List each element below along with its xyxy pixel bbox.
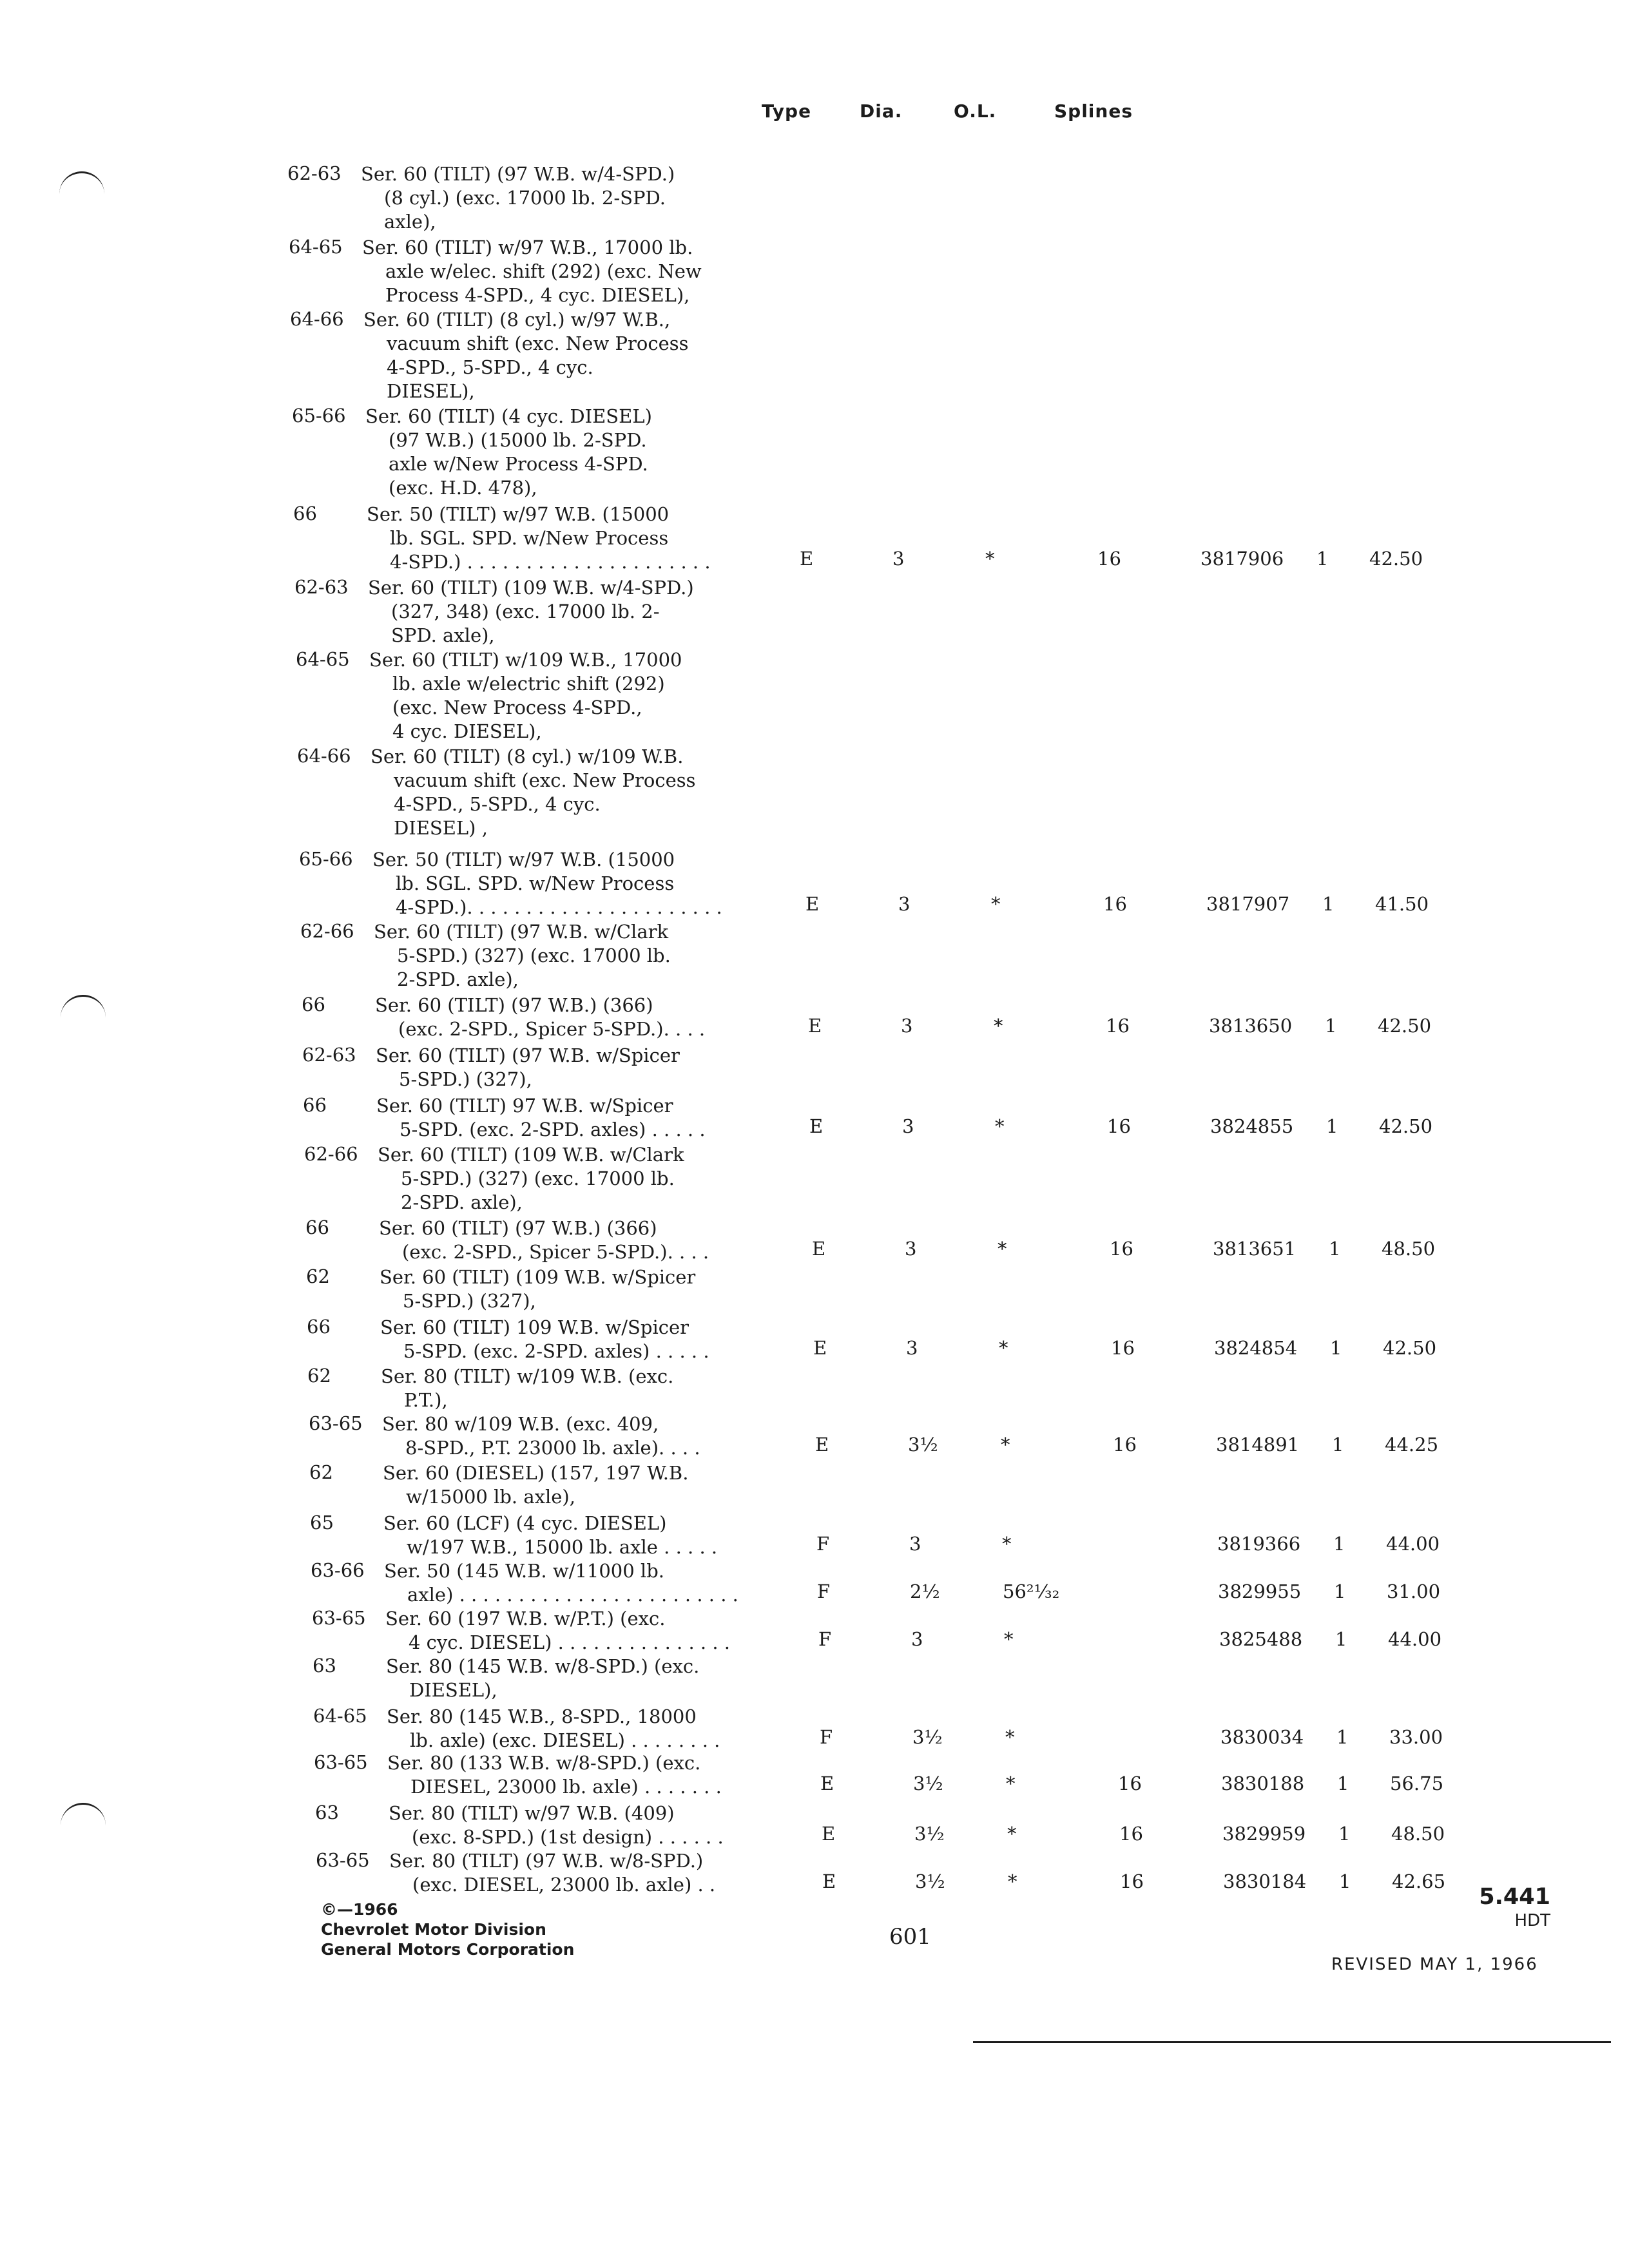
cell-dia: 3 bbox=[898, 893, 911, 915]
description-line: Ser. 60 (TILT) (97 W.B. w/Clark bbox=[374, 921, 669, 943]
cell-ol: * bbox=[1007, 1823, 1017, 1845]
description-line: (exc. 2-SPD., Spicer 5-SPD.). . . . bbox=[398, 1018, 706, 1040]
cell-qty: 1 bbox=[1332, 1434, 1344, 1456]
cell-part: 3813650 bbox=[1209, 1015, 1293, 1037]
description-line: Ser. 60 (TILT) 97 W.B. w/Spicer bbox=[376, 1095, 673, 1117]
entry-description bbox=[387, 1751, 722, 1799]
cell-qty: 1 bbox=[1338, 1823, 1351, 1845]
cell-splines: 16 bbox=[1106, 1015, 1130, 1037]
entry-year: 64-65 bbox=[296, 648, 350, 670]
cell-part: 3829959 bbox=[1222, 1823, 1306, 1845]
cell-type: E bbox=[809, 1115, 824, 1137]
description-line: 4-SPD., 5-SPD., 4 cyc. bbox=[387, 356, 593, 378]
entry-year: 62 bbox=[309, 1461, 333, 1483]
description-line: Ser. 60 (TILT) (97 W.B.) (366) bbox=[375, 994, 653, 1016]
entry-description bbox=[380, 1265, 695, 1313]
description-line: 5-SPD. (exc. 2-SPD. axles) . . . . . bbox=[403, 1340, 709, 1362]
footer-rule bbox=[973, 2041, 1611, 2043]
description-line: Ser. 60 (TILT) (8 cyl.) w/97 W.B., bbox=[363, 309, 671, 331]
cell-dia: 3 bbox=[911, 1628, 923, 1650]
cell-qty: 1 bbox=[1335, 1628, 1347, 1650]
description-line: 2-SPD. axle), bbox=[401, 1191, 523, 1213]
description-line: Ser. 80 (145 W.B. w/8-SPD.) (exc. bbox=[386, 1655, 700, 1677]
description-line: Ser. 60 (TILT) (8 cyl.) w/109 W.B. bbox=[371, 745, 684, 767]
entry-year: 63-65 bbox=[316, 1849, 370, 1871]
cell-part: 3817907 bbox=[1206, 893, 1290, 915]
description-line: Ser. 60 (197 W.B. w/P.T.) (exc. bbox=[385, 1608, 666, 1629]
cell-price: 31.00 bbox=[1387, 1581, 1441, 1602]
cell-splines: 16 bbox=[1110, 1238, 1133, 1260]
cell-part: 3830188 bbox=[1221, 1773, 1305, 1794]
cell-ol: * bbox=[1005, 1726, 1015, 1748]
cell-ol: * bbox=[1008, 1870, 1017, 1892]
cell-price: 48.50 bbox=[1382, 1238, 1436, 1260]
description-line: w/197 W.B., 15000 lb. axle . . . . . bbox=[407, 1536, 718, 1558]
entry-year: 64-66 bbox=[297, 745, 351, 767]
entry-description bbox=[383, 1461, 688, 1509]
entry-year: 63 bbox=[313, 1655, 336, 1677]
binder-hook-mark bbox=[61, 995, 106, 1023]
cell-dia: 2½ bbox=[910, 1581, 940, 1602]
binder-hook-mark bbox=[59, 171, 104, 199]
cell-part: 3830034 bbox=[1220, 1726, 1304, 1748]
description-line: (exc. 8-SPD.) (1st design) . . . . . . bbox=[412, 1826, 724, 1848]
cell-type: E bbox=[808, 1015, 822, 1037]
cell-qty: 1 bbox=[1316, 548, 1329, 570]
cell-part: 3829955 bbox=[1218, 1581, 1302, 1602]
description-line: 4 cyc. DIESEL), bbox=[392, 720, 542, 742]
description-line: axle), bbox=[384, 211, 436, 233]
entry-year: 66 bbox=[303, 1094, 327, 1116]
cell-splines: 16 bbox=[1107, 1115, 1131, 1137]
entry-description bbox=[374, 920, 671, 992]
cell-qty: 1 bbox=[1339, 1870, 1351, 1892]
cell-splines: 16 bbox=[1113, 1434, 1137, 1456]
description-line: axle) . . . . . . . . . . . . . . . . . . . . . . . . bbox=[407, 1584, 738, 1606]
cell-type: E bbox=[822, 1870, 836, 1892]
entry-description bbox=[384, 1559, 738, 1607]
description-line: Ser. 60 (TILT) (97 W.B.) (366) bbox=[379, 1217, 657, 1239]
entry-year: 64-65 bbox=[289, 236, 343, 258]
cell-part: 3813651 bbox=[1213, 1238, 1296, 1260]
cell-splines: 16 bbox=[1120, 1870, 1144, 1892]
description-line: Ser. 60 (TILT) w/97 W.B., 17000 lb. bbox=[362, 236, 693, 258]
cell-ol: * bbox=[1004, 1628, 1014, 1650]
entry-description bbox=[367, 503, 711, 574]
entry-year: 63-65 bbox=[314, 1751, 368, 1773]
entry-year: 62-63 bbox=[302, 1044, 356, 1066]
entry-year: 63-66 bbox=[311, 1559, 365, 1581]
description-line: Ser. 80 (TILT) w/97 W.B. (409) bbox=[389, 1802, 675, 1824]
entry-year: 62-66 bbox=[304, 1143, 358, 1165]
cell-dia: 3½ bbox=[914, 1823, 945, 1845]
entry-year: 64-65 bbox=[313, 1705, 367, 1727]
cell-ol: * bbox=[1002, 1533, 1012, 1555]
cell-splines: 16 bbox=[1118, 1773, 1142, 1794]
cell-splines: 16 bbox=[1103, 893, 1127, 915]
cell-part: 3814891 bbox=[1216, 1434, 1300, 1456]
cell-price: 44.25 bbox=[1385, 1434, 1439, 1456]
cell-dia: 3 bbox=[902, 1115, 914, 1137]
cell-type: E bbox=[800, 548, 814, 570]
cell-dia: 3 bbox=[905, 1238, 917, 1260]
cell-dia: 3½ bbox=[915, 1870, 945, 1892]
publisher-block bbox=[321, 1899, 574, 1959]
entry-year: 63 bbox=[315, 1802, 339, 1823]
description-line: 4-SPD., 5-SPD., 4 cyc. bbox=[394, 793, 601, 815]
description-line: SPD. axle), bbox=[391, 624, 495, 646]
description-line: lb. SGL. SPD. w/New Process bbox=[396, 872, 675, 894]
cell-type: F bbox=[818, 1628, 832, 1650]
description-line: 5-SPD.) (327), bbox=[403, 1290, 536, 1312]
description-line: Ser. 60 (TILT) (97 W.B. w/4-SPD.) bbox=[361, 163, 675, 185]
entry-year: 63-65 bbox=[312, 1607, 366, 1629]
cell-dia: 3 bbox=[909, 1533, 921, 1555]
description-line: Ser. 60 (DIESEL) (157, 197 W.B. bbox=[383, 1462, 689, 1484]
entry-description bbox=[369, 648, 682, 744]
cell-ol: * bbox=[985, 548, 995, 570]
description-line: 8-SPD., P.T. 23000 lb. axle). . . . bbox=[405, 1437, 700, 1459]
entry-year: 65 bbox=[310, 1512, 334, 1533]
entry-year: 63-65 bbox=[309, 1412, 363, 1434]
cell-ol: * bbox=[995, 1115, 1005, 1137]
cell-qty: 1 bbox=[1336, 1726, 1349, 1748]
cell-type: F bbox=[817, 1581, 831, 1602]
entry-year: 65-66 bbox=[292, 405, 346, 427]
description-line: 4 cyc. DIESEL) . . . . . . . . . . . . . . . bbox=[409, 1631, 731, 1653]
cell-ol: * bbox=[998, 1238, 1007, 1260]
description-line: lb. axle w/electric shift (292) bbox=[392, 673, 665, 695]
description-line: Ser. 60 (TILT) (97 W.B. w/Spicer bbox=[376, 1044, 680, 1066]
entry-year: 66 bbox=[307, 1316, 331, 1338]
cell-qty: 1 bbox=[1329, 1238, 1341, 1260]
cell-part: 3830184 bbox=[1223, 1870, 1307, 1892]
entry-year: 64-66 bbox=[290, 308, 344, 330]
entry-year: 66 bbox=[302, 994, 325, 1015]
description-line: Ser. 80 (TILT) w/109 W.B. (exc. bbox=[381, 1365, 674, 1387]
description-line: DIESEL) , bbox=[394, 817, 488, 839]
entry-description bbox=[363, 308, 689, 403]
cell-ol: * bbox=[1006, 1773, 1016, 1794]
description-line: axle w/elec. shift (292) (exc. New bbox=[385, 260, 702, 282]
cell-price: 42.50 bbox=[1383, 1337, 1437, 1359]
cell-ol: 56²¹⁄₃₂ bbox=[1003, 1581, 1060, 1602]
description-line: vacuum shift (exc. New Process bbox=[394, 769, 696, 791]
description-line: 5-SPD. (exc. 2-SPD. axles) . . . . . bbox=[400, 1119, 706, 1140]
cell-qty: 1 bbox=[1322, 893, 1335, 915]
description-line: Ser. 80 (145 W.B., 8-SPD., 18000 bbox=[387, 1706, 697, 1727]
description-line: Ser. 60 (LCF) (4 cyc. DIESEL) bbox=[383, 1512, 667, 1534]
entry-description bbox=[381, 1365, 673, 1412]
cell-price: 42.50 bbox=[1378, 1015, 1432, 1037]
cell-type: F bbox=[816, 1533, 830, 1555]
entry-year: 62-63 bbox=[294, 576, 349, 598]
cell-dia: 3 bbox=[901, 1015, 913, 1037]
description-line: Process 4-SPD., 4 cyc. DIESEL), bbox=[385, 284, 690, 306]
cell-splines: 16 bbox=[1119, 1823, 1143, 1845]
description-line: Ser. 60 (TILT) w/109 W.B., 17000 bbox=[369, 649, 682, 671]
cell-type: E bbox=[805, 893, 820, 915]
cell-dia: 3 bbox=[906, 1337, 918, 1359]
cell-price: 48.50 bbox=[1391, 1823, 1445, 1845]
description-line: DIESEL, 23000 lb. axle) . . . . . . . bbox=[410, 1776, 722, 1798]
description-line: Ser. 80 (133 W.B. w/8-SPD.) (exc. bbox=[387, 1752, 701, 1774]
entry-year: 62 bbox=[307, 1365, 331, 1387]
description-line: DIESEL), bbox=[387, 380, 475, 402]
description-line: P.T.), bbox=[404, 1389, 448, 1411]
description-line: (exc. New Process 4-SPD., bbox=[392, 697, 642, 718]
cell-part: 3825488 bbox=[1219, 1628, 1303, 1650]
cell-price: 42.50 bbox=[1379, 1115, 1433, 1137]
description-line: DIESEL), bbox=[409, 1679, 497, 1701]
cell-ol: * bbox=[991, 893, 1001, 915]
description-line: Ser. 60 (TILT) (109 W.B. w/Clark bbox=[378, 1144, 684, 1166]
description-line: 5-SPD.) (327) (exc. 17000 lb. bbox=[401, 1168, 675, 1189]
entry-description bbox=[375, 994, 705, 1041]
cell-dia: 3½ bbox=[908, 1434, 938, 1456]
cell-type: F bbox=[820, 1726, 833, 1748]
entry-year: 65-66 bbox=[299, 848, 353, 870]
entry-description bbox=[376, 1044, 680, 1091]
description-line: 4-SPD.). . . . . . . . . . . . . . . . . . . . . . bbox=[396, 896, 722, 918]
section-code: HDT bbox=[1514, 1911, 1550, 1930]
header-type: Type bbox=[762, 101, 812, 122]
entry-description bbox=[383, 1512, 717, 1559]
cell-price: 41.50 bbox=[1375, 893, 1429, 915]
cell-price: 44.00 bbox=[1386, 1533, 1440, 1555]
section-number: 5.441 bbox=[1479, 1884, 1550, 1910]
description-line: (97 W.B.) (15000 lb. 2-SPD. bbox=[389, 429, 647, 451]
description-line: Ser. 60 (TILT) (4 cyc. DIESEL) bbox=[365, 405, 652, 427]
entry-description bbox=[386, 1655, 699, 1702]
description-line: vacuum shift (exc. New Process bbox=[387, 332, 689, 354]
cell-price: 56.75 bbox=[1390, 1773, 1444, 1794]
cell-ol: * bbox=[1001, 1434, 1010, 1456]
entry-description bbox=[385, 1607, 730, 1655]
entry-description bbox=[387, 1705, 720, 1753]
corporation-name: General Motors Corporation bbox=[321, 1940, 575, 1959]
cell-price: 42.50 bbox=[1369, 548, 1423, 570]
cell-splines: 16 bbox=[1111, 1337, 1135, 1359]
cell-qty: 1 bbox=[1333, 1533, 1345, 1555]
entry-description bbox=[371, 745, 696, 840]
cell-type: E bbox=[822, 1823, 836, 1845]
description-line: 5-SPD.) (327) (exc. 17000 lb. bbox=[397, 945, 671, 966]
description-line: Ser. 50 (TILT) w/97 W.B. (15000 bbox=[367, 503, 670, 525]
cell-dia: 3½ bbox=[913, 1773, 943, 1794]
cell-qty: 1 bbox=[1330, 1337, 1342, 1359]
entry-year: 62-63 bbox=[287, 162, 342, 184]
entry-description bbox=[382, 1412, 700, 1460]
copyright: ©—1966 bbox=[321, 1900, 398, 1919]
cell-part: 3824855 bbox=[1210, 1115, 1294, 1137]
header-dia: Dia. bbox=[860, 101, 903, 122]
cell-dia: 3½ bbox=[912, 1726, 943, 1748]
cell-ol: * bbox=[999, 1337, 1008, 1359]
description-line: (8 cyl.) (exc. 17000 lb. 2-SPD. bbox=[384, 187, 666, 209]
cell-qty: 1 bbox=[1325, 1015, 1337, 1037]
description-line: 2-SPD. axle), bbox=[397, 968, 519, 990]
cell-type: E bbox=[813, 1337, 827, 1359]
description-line: (exc. 2-SPD., Spicer 5-SPD.). . . . bbox=[402, 1241, 709, 1263]
entry-year: 66 bbox=[293, 503, 317, 524]
entry-description bbox=[389, 1802, 724, 1849]
entry-description bbox=[380, 1316, 709, 1363]
entry-description bbox=[376, 1094, 706, 1142]
entry-description bbox=[372, 848, 722, 919]
header-splines: Splines bbox=[1054, 101, 1133, 122]
cell-qty: 1 bbox=[1337, 1773, 1349, 1794]
description-line: w/15000 lb. axle), bbox=[406, 1486, 575, 1508]
description-line: lb. axle) (exc. DIESEL) . . . . . . . . bbox=[410, 1729, 720, 1751]
description-line: 5-SPD.) (327), bbox=[399, 1068, 532, 1090]
description-line: (exc. DIESEL, 23000 lb. axle) . . bbox=[412, 1874, 716, 1896]
cell-type: E bbox=[812, 1238, 826, 1260]
cell-type: E bbox=[820, 1773, 834, 1794]
description-line: lb. SGL. SPD. w/New Process bbox=[390, 527, 669, 549]
cell-part: 3824854 bbox=[1214, 1337, 1298, 1359]
revision-date: REVISED MAY 1, 1966 bbox=[1331, 1955, 1538, 1974]
entry-description bbox=[361, 162, 675, 234]
entry-year: 62 bbox=[306, 1265, 330, 1287]
entry-description bbox=[378, 1143, 684, 1215]
description-line: Ser. 80 (TILT) (97 W.B. w/8-SPD.) bbox=[389, 1850, 704, 1872]
header-ol: O.L. bbox=[954, 101, 997, 122]
cell-price: 42.65 bbox=[1392, 1870, 1446, 1892]
cell-ol: * bbox=[994, 1015, 1003, 1037]
cell-part: 3817906 bbox=[1200, 548, 1284, 570]
entry-year: 62-66 bbox=[300, 920, 354, 942]
description-line: Ser. 50 (TILT) w/97 W.B. (15000 bbox=[372, 849, 675, 870]
description-line: Ser. 50 (145 W.B. w/11000 lb. bbox=[384, 1560, 664, 1582]
cell-qty: 1 bbox=[1326, 1115, 1338, 1137]
description-line: Ser. 60 (TILT) (109 W.B. w/Spicer bbox=[380, 1266, 696, 1288]
description-line: axle w/New Process 4-SPD. bbox=[389, 453, 648, 475]
division-name: Chevrolet Motor Division bbox=[321, 1920, 546, 1939]
entry-description bbox=[362, 236, 702, 307]
entry-description bbox=[389, 1849, 715, 1897]
description-line: 4-SPD.) . . . . . . . . . . . . . . . . . . . . . bbox=[390, 551, 711, 573]
description-line: (exc. H.D. 478), bbox=[389, 477, 537, 499]
page-number: 601 bbox=[889, 1924, 931, 1950]
entry-year: 66 bbox=[305, 1216, 329, 1238]
cell-qty: 1 bbox=[1334, 1581, 1346, 1602]
description-line: (327, 348) (exc. 17000 lb. 2- bbox=[391, 601, 660, 622]
entry-description bbox=[379, 1216, 709, 1264]
entry-description bbox=[365, 405, 652, 500]
description-line: Ser. 60 (TILT) 109 W.B. w/Spicer bbox=[380, 1316, 689, 1338]
cell-price: 33.00 bbox=[1389, 1726, 1443, 1748]
cell-dia: 3 bbox=[892, 548, 905, 570]
cell-type: E bbox=[815, 1434, 829, 1456]
description-line: Ser. 80 w/109 W.B. (exc. 409, bbox=[382, 1413, 659, 1435]
cell-part: 3819366 bbox=[1217, 1533, 1301, 1555]
description-line: Ser. 60 (TILT) (109 W.B. w/4-SPD.) bbox=[368, 577, 694, 599]
cell-price: 44.00 bbox=[1388, 1628, 1442, 1650]
cell-splines: 16 bbox=[1097, 548, 1121, 570]
binder-hook-mark bbox=[61, 1803, 106, 1831]
entry-description bbox=[368, 576, 694, 648]
